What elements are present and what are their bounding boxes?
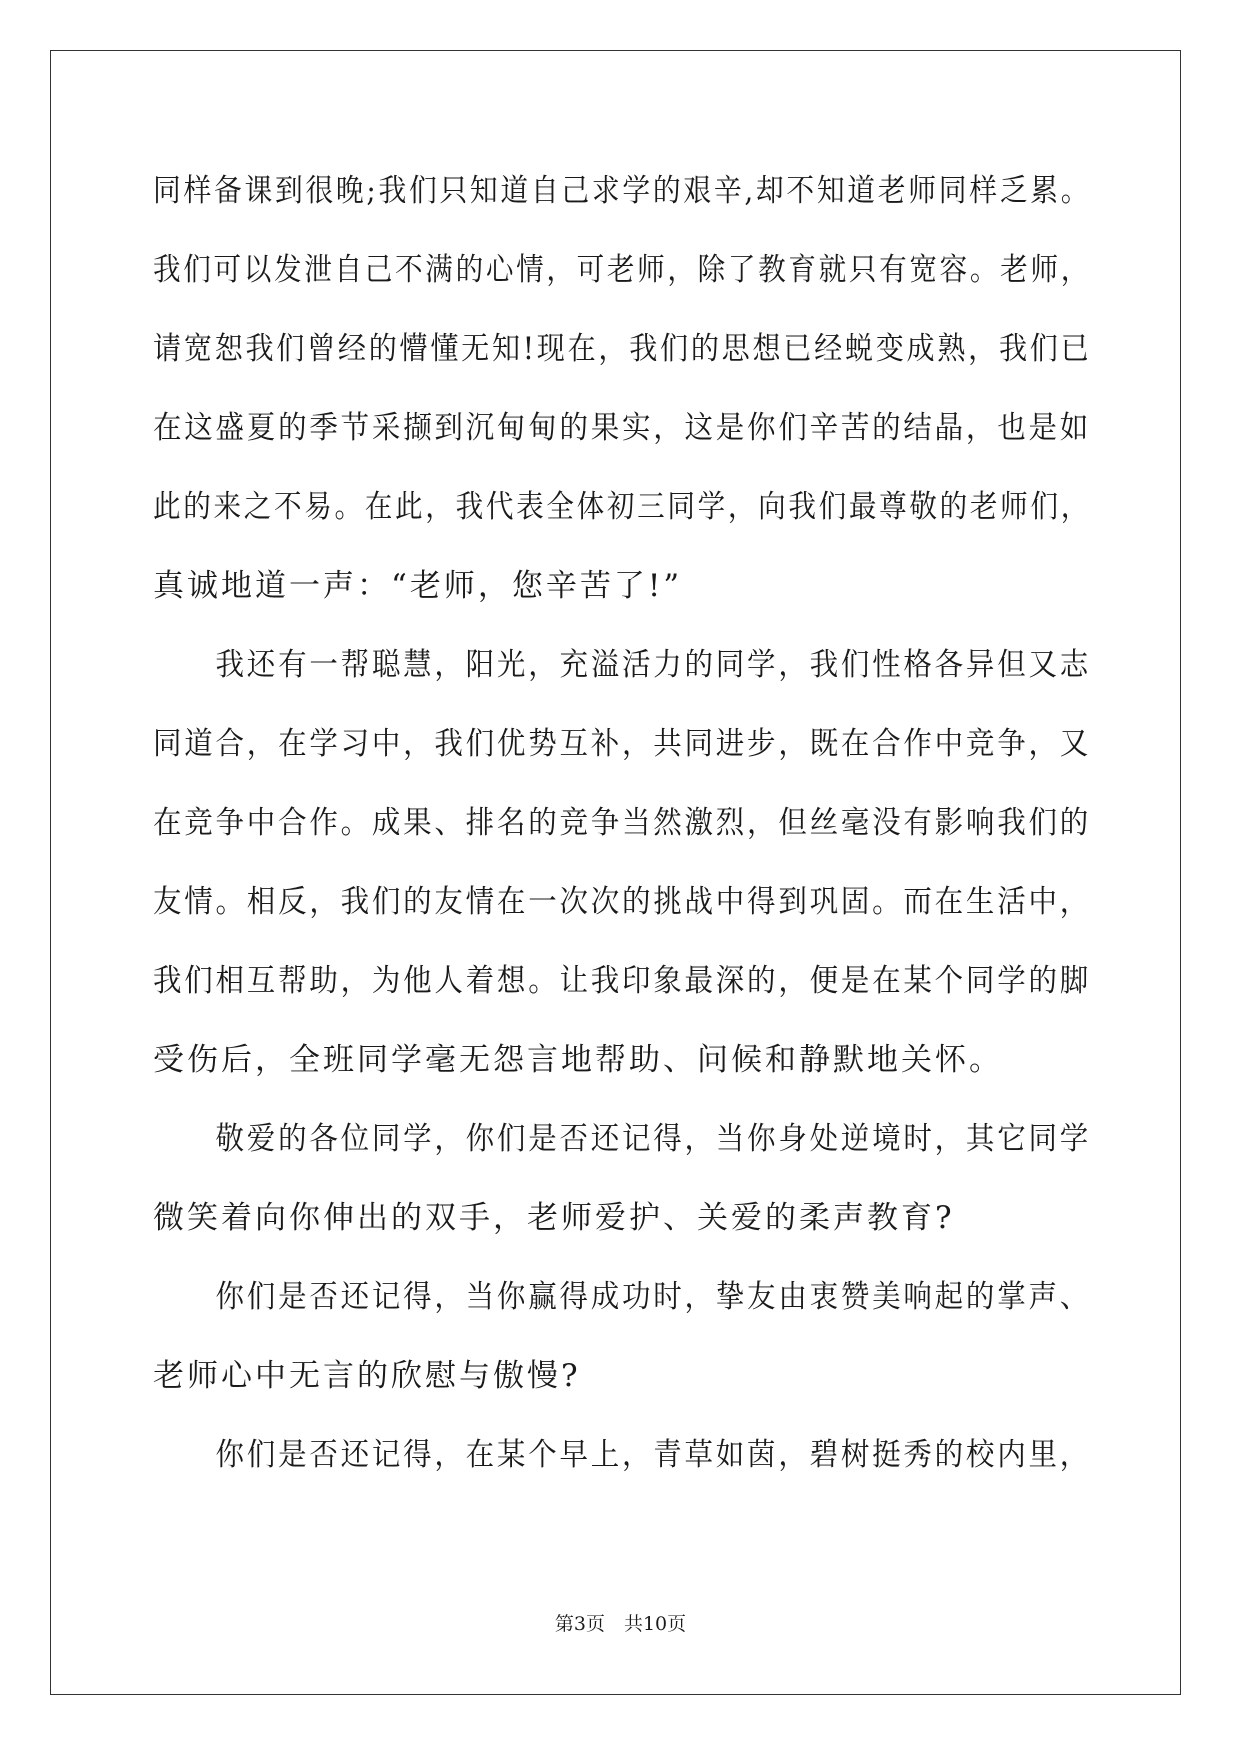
text-line: 你们是否还记得，当你赢得成功时，挚友由衷赞美响起的掌声、 — [153, 1279, 1091, 1315]
text-line: 受伤后，全班同学毫无怨言地帮助、问候和静默地关怀。 — [153, 1042, 1003, 1078]
text-line: 我们可以发泄自己不满的心情，可老师，除了教育就只有宽容。老师， — [153, 252, 1091, 288]
text-line: 真诚地道一声：“老师，您辛苦了!” — [153, 568, 683, 604]
text-line: 同道合，在学习中，我们优势互补，共同进步，既在合作中竞争，又 — [153, 726, 1091, 762]
text-line: 微笑着向你伸出的双手，老师爱护、关爱的柔声教育? — [153, 1200, 955, 1236]
text-line: 在竞争中合作。成果、排名的竞争当然激烈，但丝毫没有影响我们的 — [153, 805, 1091, 841]
text-line: 我们相互帮助，为他人着想。让我印象最深的，便是在某个同学的脚 — [153, 963, 1091, 999]
text-line: 我还有一帮聪慧，阳光，充溢活力的同学，我们性格各异但又志 — [153, 647, 1091, 683]
text-line: 在这盛夏的季节采撷到沉甸甸的果实，这是你们辛苦的结晶，也是如 — [153, 410, 1091, 446]
text-line: 请宽恕我们曾经的懵懂无知!现在，我们的思想已经蜕变成熟，我们已 — [153, 331, 1092, 367]
text-line: 友情。相反，我们的友情在一次次的挑战中得到巩固。而在生活中， — [153, 884, 1091, 920]
text-line: 敬爱的各位同学，你们是否还记得，当你身处逆境时，其它同学 — [153, 1121, 1091, 1157]
text-line: 你们是否还记得，在某个早上，青草如茵，碧树挺秀的校内里， — [153, 1437, 1091, 1473]
text-line: 老师心中无言的欣慰与傲慢? — [153, 1358, 581, 1394]
text-line: 同样备课到很晚;我们只知道自己求学的艰辛,却不知道老师同样乏累。 — [153, 173, 1092, 209]
text-line: 此的来之不易。在此，我代表全体初三同学，向我们最尊敬的老师们， — [153, 489, 1091, 525]
page-number-footer: 第3页 共10页 — [554, 1613, 687, 1635]
